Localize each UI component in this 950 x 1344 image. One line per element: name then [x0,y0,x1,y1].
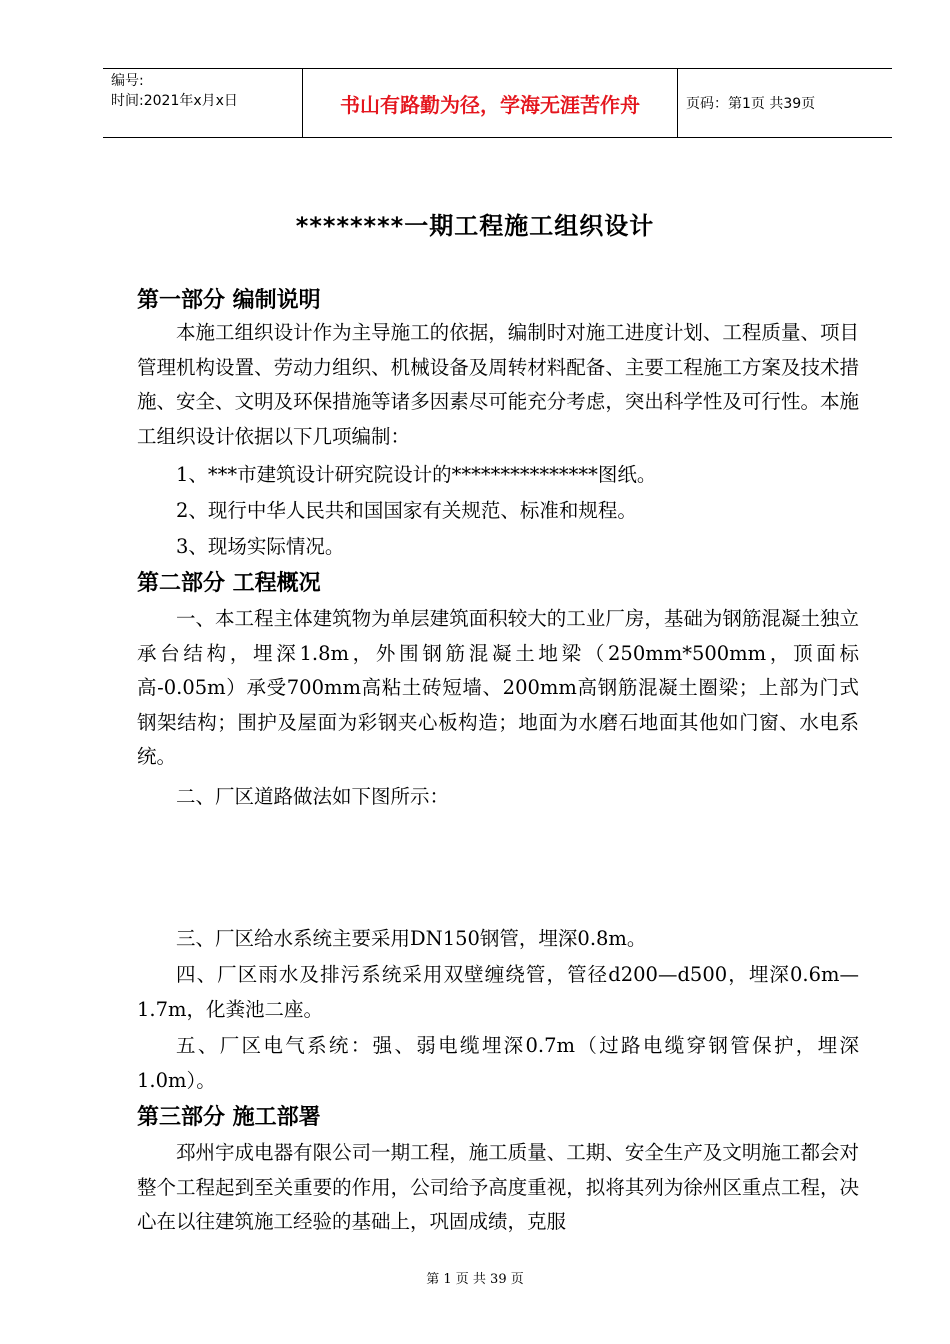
section-1-item-3: 3、现场实际情况。 [176,535,345,558]
page-header [103,68,892,138]
section-2-heading: 第二部分 工程概况 [137,571,321,596]
doc-time-label: 时间:2021年x月x日 [111,93,238,109]
section-2-paragraph-3: 三、厂区给水系统主要采用DN150钢管，埋深0.8m。 [176,927,647,950]
section-2-paragraph-2: 二、厂区道路做法如下图所示： [176,785,450,808]
doc-number-label: 编号: [111,73,144,89]
section-1-paragraph: 本施工组织设计作为主导施工的依据，编制时对施工进度计划、工程质量、项目管理机构设置、劳动力组织、机械设备及周转材料配备、主要工程施工方案及技术措施、安全、文明及环保措施等诸多因素尽可能充分考虑，突出科学性及可行性。本施工组织设计依据以下几项编制： [137,321,859,448]
header-motto: 书山有路勤为径，学海无涯苦作舟 [340,92,640,117]
header-motto-cell [303,69,678,137]
section-2-paragraph-4: 四、厂区雨水及排污系统采用双壁缠绕管，管径d200—d500，埋深0.6m—1.7m，化粪池二座。 [137,963,859,1021]
page-footer: 第 1 页 共 39 页 [426,1272,524,1287]
section-1-item-2: 2、现行中华人民共和国国家有关规范、标准和规程。 [176,499,637,522]
section-1-item-1: 1、***市建筑设计研究院设计的***************图纸。 [176,463,657,486]
section-3-paragraph-1: 邳州宇成电器有限公司一期工程，施工质量、工期、安全生产及文明施工都会对整个工程起到至关重要的作用，公司给予高度重视，拟将其列为徐州区重点工程，决心在以往建筑施工经验的基础上，巩固成绩，克服 [137,1141,859,1233]
section-2-paragraph-5: 五、厂区电气系统：强、弱电缆埋深0.7m（过路电缆穿钢管保护，埋深1.0m）。 [137,1034,859,1092]
section-1-heading: 第一部分 编制说明 [137,288,321,313]
document-title: ********一期工程施工组织设计 [295,212,655,240]
header-meta [103,69,303,137]
header-page-info: 页码：第1页 共39页 [686,96,816,112]
section-2-paragraph-1: 一、本工程主体建筑物为单层建筑面积较大的工业厂房，基础为钢筋混凝土独立承台结构，埋深1.8m，外围钢筋混凝土地梁（250mm*500mm，顶面标高-0.05m）承受700mm高粘土砖短墙、200mm高钢筋混凝土圈梁；上部为门式钢架结构；围护及屋面为彩钢夹心板构造；地面为水磨石地面其他如门窗、水电系统。 [137,607,859,768]
section-3-heading: 第三部分 施工部署 [137,1105,321,1130]
